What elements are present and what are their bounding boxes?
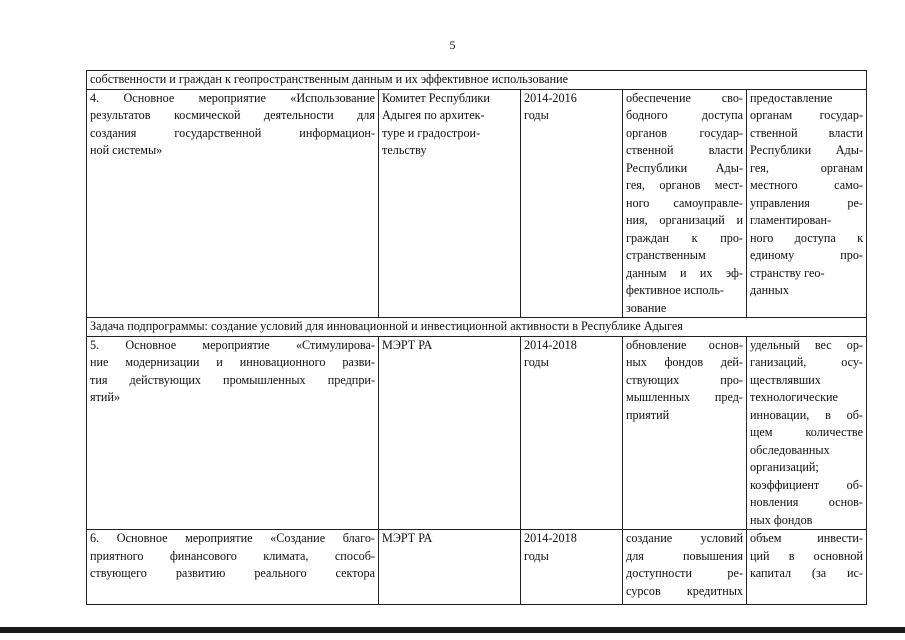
cell-line: ние модернизации и инновационного разви-	[90, 355, 375, 369]
cell-line: ганизаций, осу-	[750, 355, 863, 369]
cell-line: ных фондов дей-	[626, 355, 743, 369]
cell-line: ного доступа к	[750, 230, 863, 245]
cell-line: Республики Ады-	[626, 160, 743, 175]
cell-line: фективное исполь-	[626, 283, 724, 297]
indicator-cell	[747, 89, 867, 318]
cell-line: Республики Ады-	[750, 143, 863, 157]
cell-line: 4. Основное мероприятие «Использование	[90, 90, 375, 105]
cell-line: тия действующих промышленных предпри-	[90, 372, 375, 387]
cell-line: годы	[524, 355, 549, 369]
cell-line: ствующего развитию реального сектора	[90, 566, 375, 580]
cell-line: гея, органов мест-	[626, 178, 743, 192]
cell-line: ций в основной	[750, 548, 863, 563]
cell-line: ятий»	[90, 390, 121, 404]
cell-line: ственной власти	[750, 125, 863, 140]
section-row	[87, 71, 867, 90]
cell-line: МЭРТ РА	[382, 337, 433, 352]
cell-line: зование	[626, 300, 667, 315]
cell-line: приятного финансового климата, способ-	[90, 548, 375, 563]
cell-line: местного само-	[750, 178, 863, 192]
cell-line: туре и градострои-	[382, 125, 481, 140]
section-heading: Задача подпрограммы: создание условий для инновационной и инвестиционной активности в Республике Адыгея	[87, 318, 867, 337]
indicator-cell	[747, 530, 867, 605]
cell-line: ствующих про-	[626, 372, 743, 387]
cell-line: 2014-2018	[524, 337, 577, 352]
measures-table	[86, 70, 867, 605]
cell-line: ственной власти	[626, 143, 743, 157]
cell-line: органам государ-	[750, 108, 863, 122]
table-row	[87, 336, 867, 530]
cell-line: Комитет Республики	[382, 90, 490, 105]
measure-cell	[87, 336, 379, 530]
cell-line: органов государ-	[626, 125, 743, 140]
cell-line: гея, органам	[750, 160, 863, 175]
table-row	[87, 89, 867, 318]
cell-line: обеспечение сво-	[626, 90, 743, 105]
cell-line: 2014-2016	[524, 90, 577, 105]
cell-line: объем инвести-	[750, 531, 863, 545]
section-heading: собственности и граждан к геопространственным данным и их эффективное использование	[87, 71, 867, 90]
cell-line: капитал (за ис-	[750, 566, 863, 580]
cell-line: обследованных	[750, 442, 830, 457]
cell-line: годы	[524, 548, 549, 563]
cell-line: странству гео-	[750, 265, 825, 280]
cell-line: ной системы»	[90, 143, 163, 157]
cell-line: Адыгея по архитек-	[382, 108, 485, 122]
executor-cell	[379, 530, 521, 605]
measure-cell	[87, 530, 379, 605]
scan-edge-rule	[0, 627, 905, 633]
period-cell	[521, 530, 623, 605]
cell-line: ного самоуправле-	[626, 195, 743, 210]
cell-line: для повышения	[626, 548, 743, 563]
cell-line: обновление основ-	[626, 337, 743, 352]
cell-line: данным и их эф-	[626, 265, 743, 280]
cell-line: сурсов кредитных	[626, 583, 743, 598]
period-cell	[521, 336, 623, 530]
cell-line: создание условий	[626, 531, 743, 545]
cell-line: 5. Основное мероприятие «Стимулирова-	[90, 337, 375, 352]
table-row	[87, 530, 867, 605]
cell-line: инновации, в об-	[750, 407, 863, 422]
cell-line: 6. Основное мероприятие «Создание благо-	[90, 531, 375, 545]
period-cell	[521, 89, 623, 318]
result-cell	[623, 336, 747, 530]
cell-line: доступности ре-	[626, 566, 743, 580]
cell-line: коэффициент об-	[750, 477, 863, 492]
result-cell	[623, 89, 747, 318]
cell-line: технологические	[750, 390, 838, 404]
cell-line: граждан к про-	[626, 230, 743, 245]
cell-line: 2014-2018	[524, 531, 577, 545]
indicator-cell	[747, 336, 867, 530]
cell-line: удельный вес ор-	[750, 337, 863, 352]
cell-line: организаций;	[750, 460, 819, 474]
cell-line: годы	[524, 108, 549, 122]
cell-line: результатов космической деятельности для	[90, 108, 375, 122]
cell-line: создания государственной информацион-	[90, 125, 375, 140]
cell-line: ществлявших	[750, 372, 821, 387]
cell-line: данных	[750, 283, 789, 297]
cell-line: щем количестве	[750, 425, 863, 439]
cell-line: странственным	[626, 248, 706, 262]
cell-line: приятий	[626, 407, 670, 422]
result-cell	[623, 530, 747, 605]
measure-cell	[87, 89, 379, 318]
executor-cell	[379, 336, 521, 530]
cell-line: предоставление	[750, 90, 833, 105]
section-row	[87, 318, 867, 337]
cell-line: единому про-	[750, 248, 863, 262]
cell-line: управления ре-	[750, 195, 863, 210]
executor-cell	[379, 89, 521, 318]
cell-line: тельству	[382, 143, 427, 157]
cell-line: мышленных пред-	[626, 390, 743, 404]
cell-line: ния, организаций и	[626, 213, 743, 227]
page-number: 5	[449, 38, 456, 52]
cell-line: бодного доступа	[626, 108, 743, 122]
cell-line: МЭРТ РА	[382, 531, 433, 545]
cell-line: новления основ-	[750, 495, 863, 509]
cell-line: ных фондов	[750, 512, 813, 527]
cell-line: гламентирован-	[750, 213, 832, 227]
